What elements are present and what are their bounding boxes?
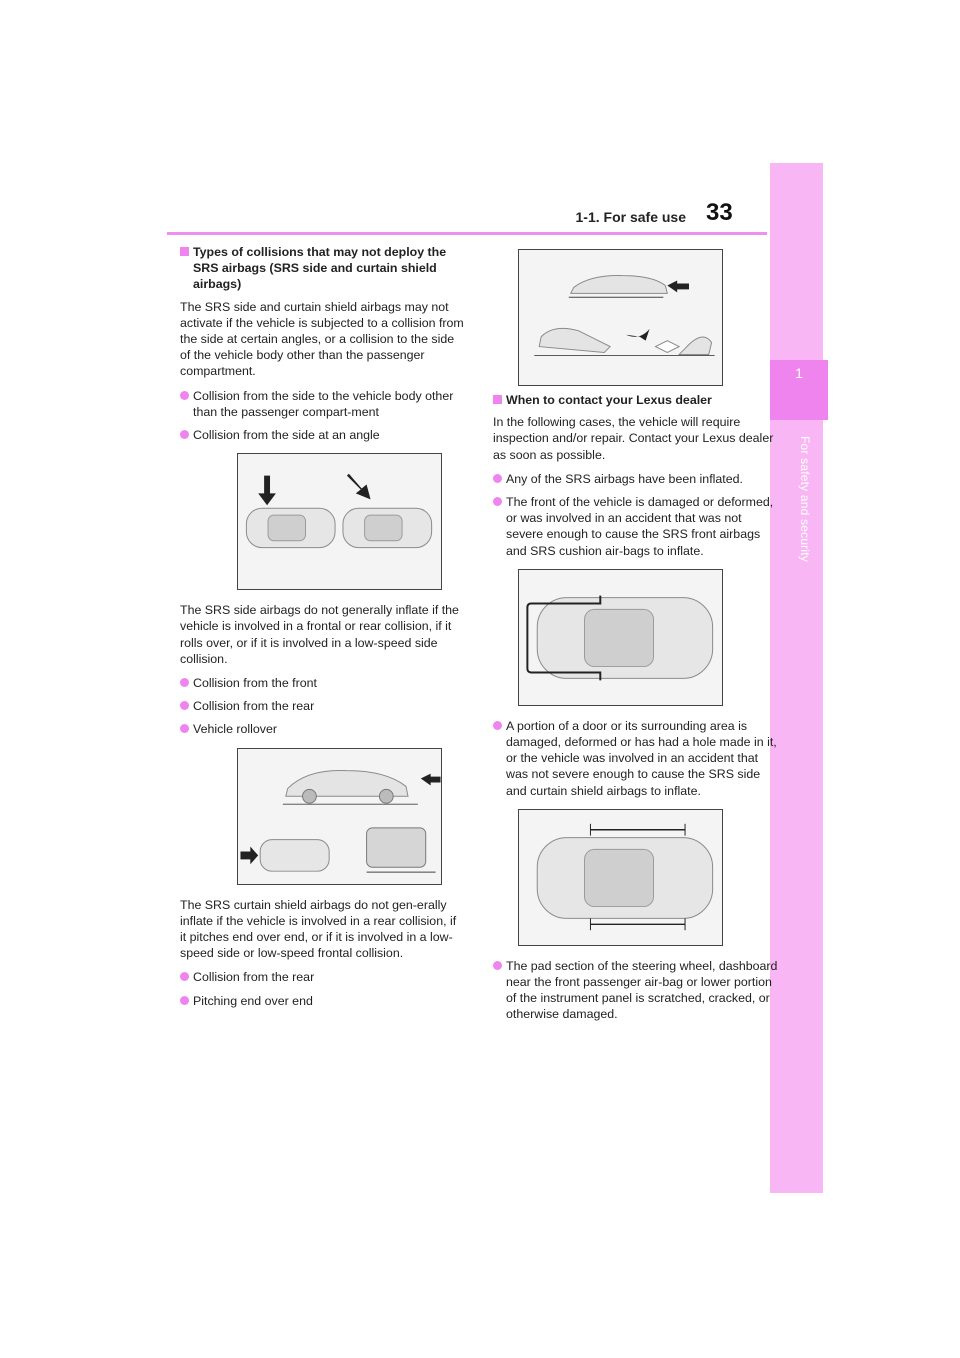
car-front-area-illustration: [519, 570, 722, 705]
circle-bullet-icon: [180, 430, 189, 439]
illustration-front-damage: [518, 569, 723, 706]
car-collision-illustration: [238, 749, 441, 884]
page-number: 33: [706, 199, 733, 226]
illustration-front-rear-rollover: [237, 748, 442, 885]
list-item: Collision from the rear: [180, 698, 465, 714]
list-item: The pad section of the steering wheel, dashboard near the front passenger air-bag or lower portion of the instrument panel is scratched, cracked, or otherwise damaged.: [493, 958, 778, 1023]
circle-bullet-icon: [180, 701, 189, 710]
list-item: Any of the SRS airbags have been inflated.: [493, 471, 778, 487]
illustration-side-collision-angles: [237, 453, 442, 590]
running-header: 1-1. For safe use: [575, 209, 686, 225]
right-column: [493, 392, 778, 1030]
circle-bullet-icon: [493, 961, 502, 970]
subsection-heading: When to contact your Lexus dealer: [493, 392, 778, 408]
circle-bullet-icon: [180, 391, 189, 400]
circle-bullet-icon: [180, 996, 189, 1005]
car-topview-illustration: [238, 454, 441, 589]
circle-bullet-icon: [180, 972, 189, 981]
subsection-heading: Types of collisions that may not deploy the SRS airbags (SRS side and curtain shield airbags): [180, 244, 465, 293]
list-item: Collision from the side to the vehicle body other than the passenger compart-ment: [180, 388, 465, 420]
body-paragraph: The SRS side and curtain shield airbags may not activate if the vehicle is subjected to a collision from the side at certain angles, or a collision to the side of the vehicle body other than the passenger compartment.: [180, 299, 464, 379]
body-paragraph: The SRS curtain shield airbags do not gen-erally inflate if the vehicle is involved in a rear collision, if it pitches end over end, or if it is involved in a low-speed side or low-speed frontal collision.: [180, 897, 457, 961]
illustration-rear-pitching: [518, 249, 723, 386]
circle-bullet-icon: [493, 474, 502, 483]
header-rule: [167, 232, 767, 235]
list-item: A portion of a door or its surrounding area is damaged, deformed or has had a hole made in it, or the vehicle was involved in an accident that was not severe enough to cause the SRS side and curtain shield airbags to inflate.: [493, 718, 778, 799]
circle-bullet-icon: [180, 724, 189, 733]
chapter-title: For safety and security: [798, 436, 812, 562]
car-door-area-illustration: [519, 810, 722, 945]
circle-bullet-icon: [180, 678, 189, 687]
illustration-door-damage: [518, 809, 723, 946]
body-paragraph: The SRS side airbags do not generally inflate if the vehicle is involved in a frontal or rear collision, if it rolls over, or if it is involved in a low-speed side collision.: [180, 603, 459, 666]
body-paragraph: In the following cases, the vehicle will require inspection and/or repair. Contact your Lexus dealer as soon as possible.: [493, 415, 774, 462]
list-item: Pitching end over end: [180, 993, 465, 1009]
list-item: Collision from the rear: [180, 969, 465, 985]
square-bullet-icon: [493, 395, 502, 404]
square-bullet-icon: [180, 247, 189, 256]
list-item: Vehicle rollover: [180, 721, 465, 737]
list-item: Collision from the side at an angle: [180, 427, 465, 443]
list-item: Collision from the front: [180, 675, 465, 691]
car-pitching-illustration: [519, 250, 722, 385]
circle-bullet-icon: [493, 497, 502, 506]
chapter-number: 1: [795, 365, 803, 381]
left-column: [180, 244, 465, 1016]
circle-bullet-icon: [493, 721, 502, 730]
list-item: The front of the vehicle is damaged or deformed, or was involved in an accident that was not severe enough to cause the SRS front airbags and SRS cushion air-bags to inflate.: [493, 494, 778, 559]
